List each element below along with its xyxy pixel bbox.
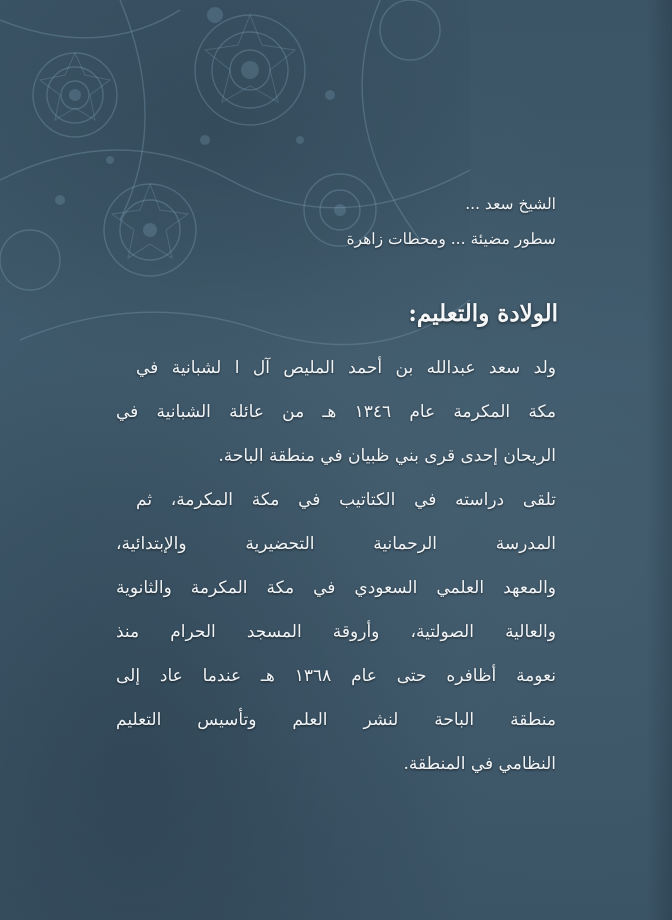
- section-heading: الولادة والتعليم:: [408, 300, 558, 327]
- body-line-7: والعالية الصولتية، وأروقة المسجد الحرام منذ: [116, 622, 556, 642]
- body-line-6: والمعهد العلمي السعودي في مكة المكرمة والثانوية: [116, 578, 556, 598]
- page-edge-shadow: [646, 0, 672, 920]
- header-title: الشيخ سعد ...: [465, 195, 556, 213]
- header-subtitle: سطور مضيئة ... ومحطات زاهرة: [346, 230, 556, 248]
- body-line-9: منطقة الباحة لنشر العلم وتأسيس التعليم: [116, 710, 556, 730]
- body-line-8: نعومة أظافره حتى عام ١٣٦٨ هـ عندما عاد إلى: [116, 666, 556, 686]
- body-line-10: النظامي في المنطقة.: [403, 754, 556, 774]
- body-line-1: ولد سعد عبدالله بن أحمد المليص آل ا لشبانية في: [136, 358, 556, 378]
- body-line-4: تلقى دراسته في الكتاتيب في مكة المكرمة، ثم: [136, 490, 556, 510]
- body-line-2: مكة المكرمة عام ١٣٤٦ هـ من عائلة الشبانية في: [116, 402, 556, 422]
- arabesque-ornament: [0, 0, 470, 360]
- body-line-3: الريحان إحدى قرى بني ظبيان في منطقة الباحة.: [218, 446, 556, 466]
- body-line-5: المدرسة الرحمانية التحضيرية والإبتدائية،: [116, 534, 556, 554]
